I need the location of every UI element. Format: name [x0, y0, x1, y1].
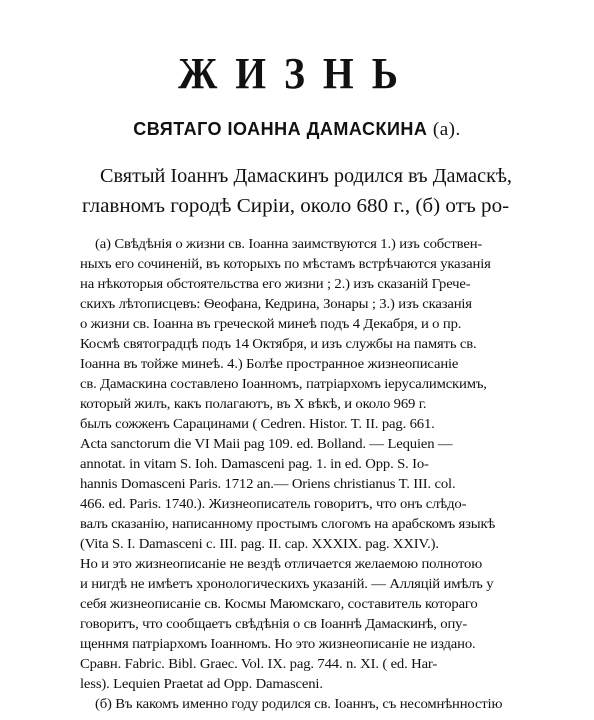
footnote-a-line: который жилъ, какъ полагаютъ, въ X вѣкѣ, и около 969 г.	[80, 396, 427, 411]
footnote-a-line: скихъ лѣтописцевъ: Ѳеофана, Кедрина, Зонары ; 3.) изъ сказанія	[80, 296, 472, 311]
footnote-a-line: на нѣкоторыя обстоятельства его жизни ; 2.) изъ сказаній Грече-	[80, 276, 471, 291]
footnote-a-line: говоритъ, что сообщаетъ свѣдѣнія о св Іоаннѣ Дамаскинѣ, опу-	[80, 616, 468, 631]
footnote-a-line: о жизни св. Іоанна въ греческой минеѣ подъ 4 Декабря, и о пр.	[80, 316, 462, 331]
footnote-ref-a: (а).	[432, 119, 461, 140]
footnote-a-line: себя жизнеописаніе св. Космы Маюмскаго, составитель котораго	[80, 596, 478, 611]
footnote-a-line: Acta sanctorum die VI Maii pag 109. ed. Bolland. — Lequien —	[80, 436, 453, 451]
footnote-b-line: (б) Въ какомъ именно году родился св. Іоаннъ, съ несомнѣнностію	[95, 696, 503, 711]
footnote-a-line: Но и это жизнеописаніе не вездѣ отличается желаемою полнотою	[80, 556, 483, 571]
page-subtitle	[0, 118, 594, 141]
body-line: главномъ городѣ Сиріи, около 680 г., (б) отъ ро-	[82, 196, 510, 217]
footnote-a-line: св. Дамаскина составлено Іоанномъ, патріархомъ іерусалимскимъ,	[80, 376, 487, 391]
footnote-a-line: былъ сожженъ Сарацинами ( Cedren. Histor. T. II. pag. 661.	[80, 416, 435, 431]
footnote-a-line: валъ сказанію, написанному простымъ слогомъ на арабскомъ языкѣ	[80, 516, 496, 531]
footnote-a-line: и нигдѣ не имѣетъ хронологическихъ указаній. — Алляцій имѣлъ у	[80, 576, 494, 591]
footnote-a-line: Сравн. Fabric. Bibl. Graec. Vol. IX. pag. 744. n. XI. ( ed. Har-	[80, 656, 438, 671]
footnote-a-line: щеннмя патріархомъ Іоанномъ. Но это жизнеописаніе не издано.	[80, 636, 476, 651]
footnote-a-line: (Vita S. I. Damasceni c. III. pag. II. cap. XXXIX. pag. XXIV.).	[80, 536, 439, 551]
footnote-a-line: less). Lequien Praetat ad Opp. Damasceni.	[80, 676, 323, 691]
footnote-a-line: (а) Свѣдѣнія о жизни св. Іоанна заимствуются 1.) изъ собствен-	[95, 236, 483, 251]
footnote-a-line: 466. ed. Paris. 1740.). Жизнеописатель говоритъ, что онъ слѣдо-	[80, 496, 467, 511]
footnote-a-line: annotat. in vitam S. Ioh. Damasceni pag. 1. in ed. Opp. S. Io-	[80, 456, 429, 471]
footnote-a-line: Космѣ святоградцѣ подъ 14 Октября, и изъ службы на память св.	[80, 336, 477, 351]
page-title: ЖИЗНЬ	[178, 49, 416, 98]
footnote-a-line: Іоанна въ тойже минеѣ. 4.) Болѣе пространное жизнеописаніе	[80, 356, 459, 371]
footnote-a-line: ныхъ его сочиненій, въ которыхъ по мѣстамъ встрѣчаются указанія	[80, 256, 491, 271]
body-line: Святый Іоаннъ Дамаскинъ родился въ Дамаскѣ,	[100, 166, 512, 187]
subtitle-text: СВЯТАГО ІОАННА ДАМАСКИНА	[133, 119, 428, 139]
footnote-a-line: hannis Domasceni Paris. 1712 an.— Oriens christianus T. III. col.	[80, 476, 456, 491]
